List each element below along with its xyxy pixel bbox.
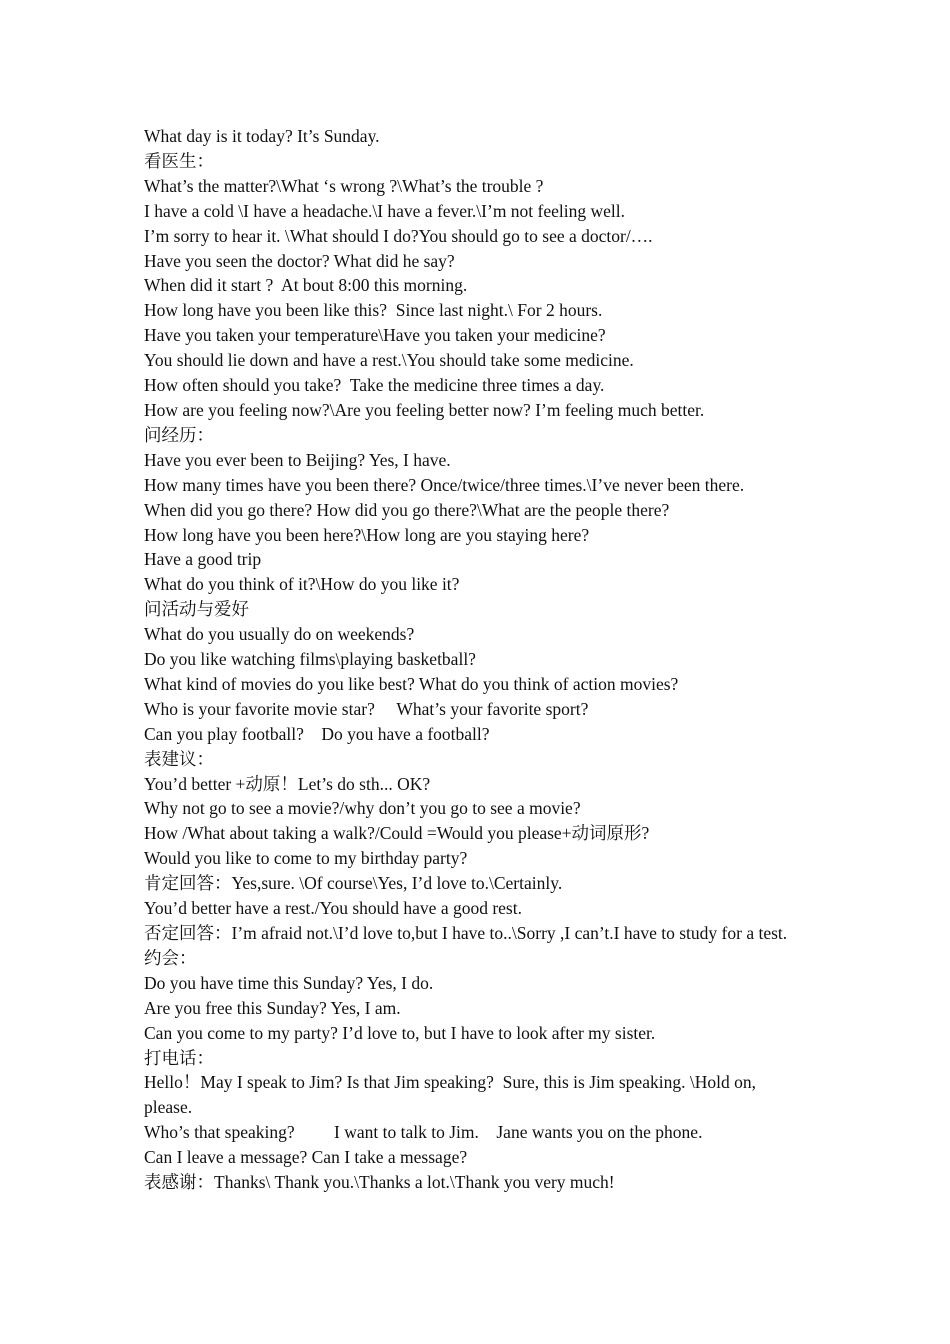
- text-line: I have a cold \I have a headache.\I have a fever.\I’m not feeling well.: [144, 200, 626, 221]
- text-line: Can I leave a message? Can I take a message?: [144, 1147, 468, 1168]
- section-heading-hobbies: 问活动与爱好: [144, 599, 249, 620]
- text-line: Have a good trip: [144, 549, 262, 570]
- text-line: What day is it today? It’s Sunday.: [144, 126, 380, 146]
- section-heading-experience: 问经历：: [144, 424, 214, 445]
- section-heading-appointment: 约会：: [144, 947, 197, 968]
- section-heading-suggestions: 表建议：: [144, 748, 214, 769]
- text-line: I’m sorry to hear it. \What should I do?You should go to see a doctor/….: [144, 225, 653, 246]
- text-line: Would you like to come to my birthday party?: [144, 848, 468, 869]
- text-line: How often should you take? Take the medicine three times a day.: [144, 375, 605, 396]
- text-line: You should lie down and have a rest.\You should take some medicine.: [144, 350, 634, 371]
- text-line: Who is your favorite movie star? What’s your favorite sport?: [144, 698, 589, 719]
- text-line-thanks: 表感谢：Thanks\ Thank you.\Thanks a lot.\Thank you very much!: [144, 1172, 615, 1193]
- text-line: Who’s that speaking? I want to talk to Jim. Jane wants you on the phone.: [144, 1122, 703, 1143]
- text-line: Do you like watching films\playing basketball?: [144, 649, 476, 670]
- text-line: Have you ever been to Beijing? Yes, I have.: [144, 449, 451, 470]
- text-line: Can you play football? Do you have a football?: [144, 723, 490, 744]
- text-line: Do you have time this Sunday? Yes, I do.: [144, 972, 434, 993]
- text-line: Are you free this Sunday? Yes, I am.: [144, 997, 401, 1018]
- text-line: What’s the matter?\What ‘s wrong ?\What’s the trouble ?: [144, 175, 544, 196]
- text-line: You’d better +动原！Let’s do sth... OK?: [144, 773, 431, 794]
- text-line: How many times have you been there? Once/twice/three times.\I’ve never been there.: [144, 474, 745, 495]
- text-line: How long have you been like this? Since last night.\ For 2 hours.: [144, 300, 603, 321]
- text-line: Have you seen the doctor? What did he say?: [144, 250, 455, 271]
- text-line: When did it start ? At bout 8:00 this morning.: [144, 275, 468, 296]
- text-line: How are you feeling now?\Are you feeling better now? I’m feeling much better.: [144, 399, 705, 420]
- section-heading-doctor: 看医生：: [144, 150, 214, 171]
- text-line: What do you usually do on weekends?: [144, 624, 415, 645]
- text-line: How long have you been here?\How long are you staying here?: [144, 524, 590, 545]
- text-line: What kind of movies do you like best? What do you think of action movies?: [144, 673, 679, 694]
- text-line-negative-reply: 否定回答：I’m afraid not.\I’d love to,but I have to..\Sorry ,I can’t.I have to study for a test.: [144, 923, 788, 943]
- text-line: Have you taken your temperature\Have you taken your medicine?: [144, 325, 606, 346]
- section-heading-phone: 打电话：: [144, 1047, 214, 1068]
- text-line-positive-reply: 肯定回答：Yes,sure. \Of course\Yes, I’d love to.\Certainly.: [144, 873, 563, 894]
- text-line: Hello！May I speak to Jim? Is that Jim speaking? Sure, this is Jim speaking. \Hold on, please.: [144, 1072, 761, 1118]
- text-line: How /What about taking a walk?/Could =Would you please+动词原形?: [144, 823, 650, 844]
- text-line: Why not go to see a movie?/why don’t you go to see a movie?: [144, 798, 581, 819]
- text-line: Can you come to my party? I’d love to, but I have to look after my sister.: [144, 1022, 656, 1043]
- text-line: What do you think of it?\How do you like it?: [144, 574, 460, 595]
- text-line: When did you go there? How did you go there?\What are the people there?: [144, 499, 670, 520]
- document-page: [144, 124, 808, 1195]
- text-line: You’d better have a rest./You should have a good rest.: [144, 898, 522, 919]
